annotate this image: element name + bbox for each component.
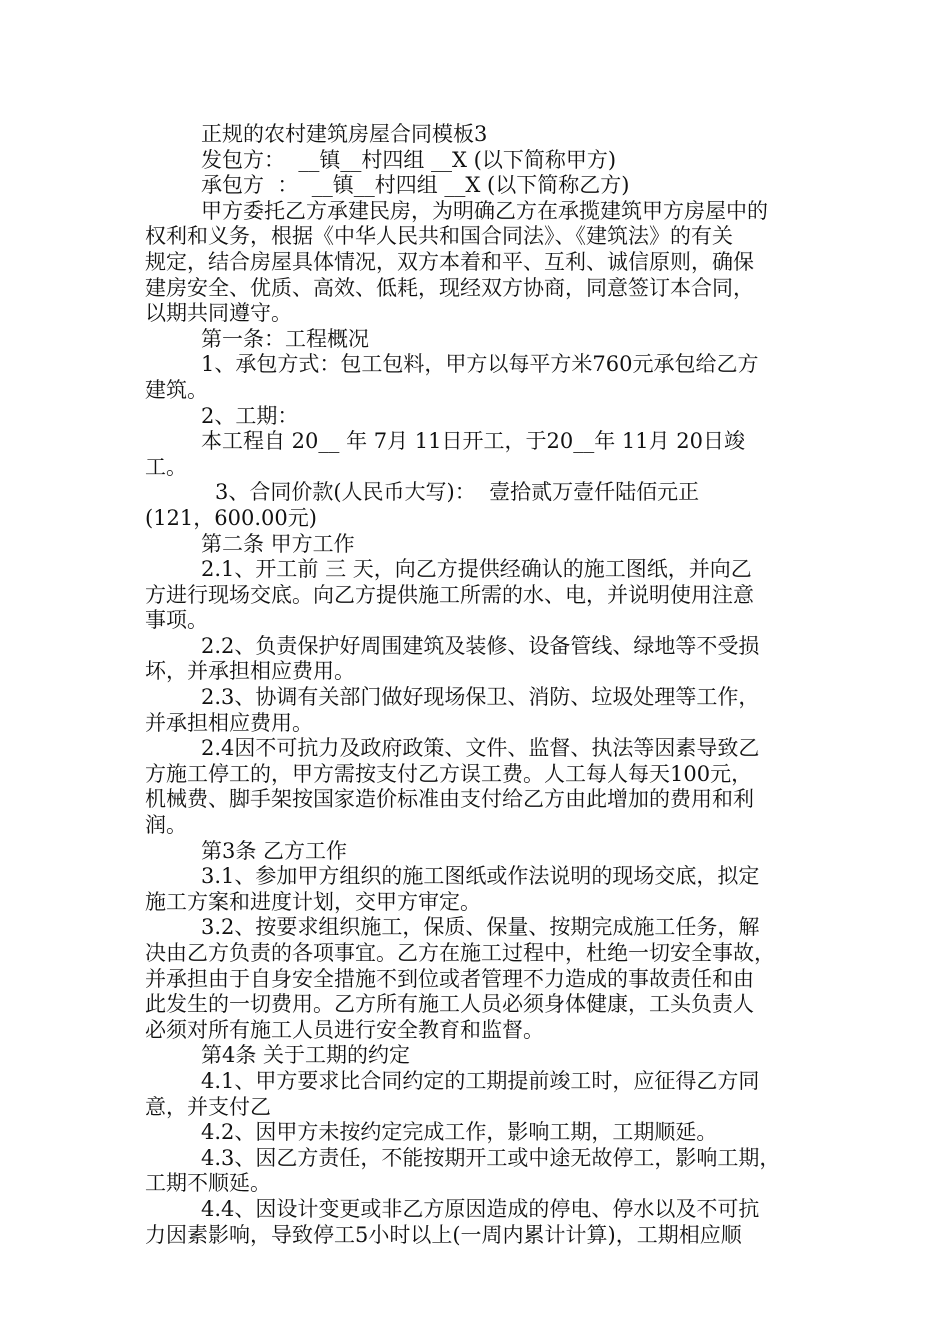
document-title: 正规的农村建筑房屋合同模板3 [201, 122, 488, 146]
clause-line: 建筑。 [145, 377, 208, 402]
contract-page [145, 122, 807, 1248]
clause-line: 润。 [145, 813, 187, 838]
clause-line: 1、承包方式：包工包料，甲方以每平方米760元承包给乙方 [201, 352, 759, 377]
clause-line: 方施工停工的，甲方需按支付乙方误工费。人工每人每天100元， [145, 761, 753, 786]
clause-line: 3.2、按要求组织施工，保质、保量、按期完成施工任务，解 [201, 915, 760, 940]
section-heading: 第一条：工程概况 [201, 326, 369, 351]
clause-line: 本工程自 20__ 年 7月 11日开工，于20__年 11月 20日竣 [201, 429, 746, 454]
clause-line: 并承担相应费用。 [145, 710, 313, 735]
clause-line: 必须对所有施工人员进行安全教育和监督。 [145, 1017, 544, 1042]
clause-line: 并承担由于自身安全措施不到位或者管理不力造成的事故责任和由 [145, 966, 754, 991]
clause-line: 坏，并承担相应费用。 [145, 659, 355, 684]
contractor-party-line: 发包方： __镇__村四组 __X (以下简称甲方) [201, 147, 617, 172]
clause-line: 意，并支付乙 [145, 1094, 271, 1119]
preamble-line: 甲方委托乙方承建民房，为明确乙方在承揽建筑甲方房屋中的 [201, 198, 768, 223]
clause-line: 事项。 [145, 608, 208, 633]
clause-line: 4.1、甲方要求比合同约定的工期提前竣工时，应征得乙方同 [201, 1068, 760, 1093]
clause-line: 3.1、参加甲方组织的施工图纸或作法说明的现场交底，拟定 [201, 864, 760, 889]
clause-line: 方进行现场交底。向乙方提供施工所需的水、电，并说明使用注意 [145, 582, 754, 607]
preamble-line: 权利和义务，根据《中华人民共和国合同法》、《建筑法》的有关 [145, 224, 733, 249]
clause-line: 4.3、因乙方责任，不能按期开工或中途无故停工，影响工期， [201, 1145, 781, 1170]
section-heading: 第4条 关于工期的约定 [201, 1043, 411, 1068]
clause-line: 4.4、因设计变更或非乙方原因造成的停电、停水以及不可抗 [201, 1196, 760, 1221]
clause-line: 力因素影响，导致停工5小时以上(一周内累计计算)，工期相应顺 [145, 1222, 742, 1247]
clause-line: 决由乙方负责的各项事宜。乙方在施工过程中，杜绝一切安全事故， [145, 941, 775, 965]
clause-line: (121，600.00元) [145, 505, 317, 530]
clause-line: 4.2、因甲方未按约定完成工作，影响工期，工期顺延。 [201, 1120, 718, 1145]
clause-line: 工。 [145, 454, 187, 479]
clause-line: 2.3、协调有关部门做好现场保卫、消防、垃圾处理等工作， [201, 685, 760, 710]
clause-line: 此发生的一切费用。乙方所有施工人员必须身体健康，工头负责人 [145, 992, 754, 1017]
clause-line: 3、合同价款(人民币大写)： 壹拾贰万壹仟陆佰元正 [215, 480, 700, 505]
clause-line: 2.1、开工前 三 天，向乙方提供经确认的施工图纸，并向乙 [201, 557, 752, 582]
section-heading: 第二条 甲方工作 [201, 531, 355, 556]
builder-party-line: 承包方 ： __镇__村四组 __X (以下简称乙方) [201, 173, 630, 198]
clause-line: 施工方案和进度计划，交甲方审定。 [145, 889, 481, 914]
section-heading: 第3条 乙方工作 [201, 838, 348, 863]
clause-line: 2、工期： [201, 403, 299, 428]
preamble-line: 规定，结合房屋具体情况，双方本着和平、互利、诚信原则，确保 [145, 249, 754, 274]
clause-line: 工期不顺延。 [145, 1171, 271, 1196]
clause-line: 机械费、脚手架按国家造价标准由支付给乙方由此增加的费用和利 [145, 787, 754, 812]
clause-line: 2.2、负责保护好周围建筑及装修、设备管线、绿地等不受损 [201, 633, 760, 658]
clause-line: 2.4因不可抗力及政府政策、文件、监督、执法等因素导致乙 [201, 736, 760, 761]
preamble-line: 建房安全、优质、高效、低耗，现经双方协商，同意签订本合同， [145, 275, 754, 300]
preamble-line: 以期共同遵守。 [145, 301, 292, 326]
